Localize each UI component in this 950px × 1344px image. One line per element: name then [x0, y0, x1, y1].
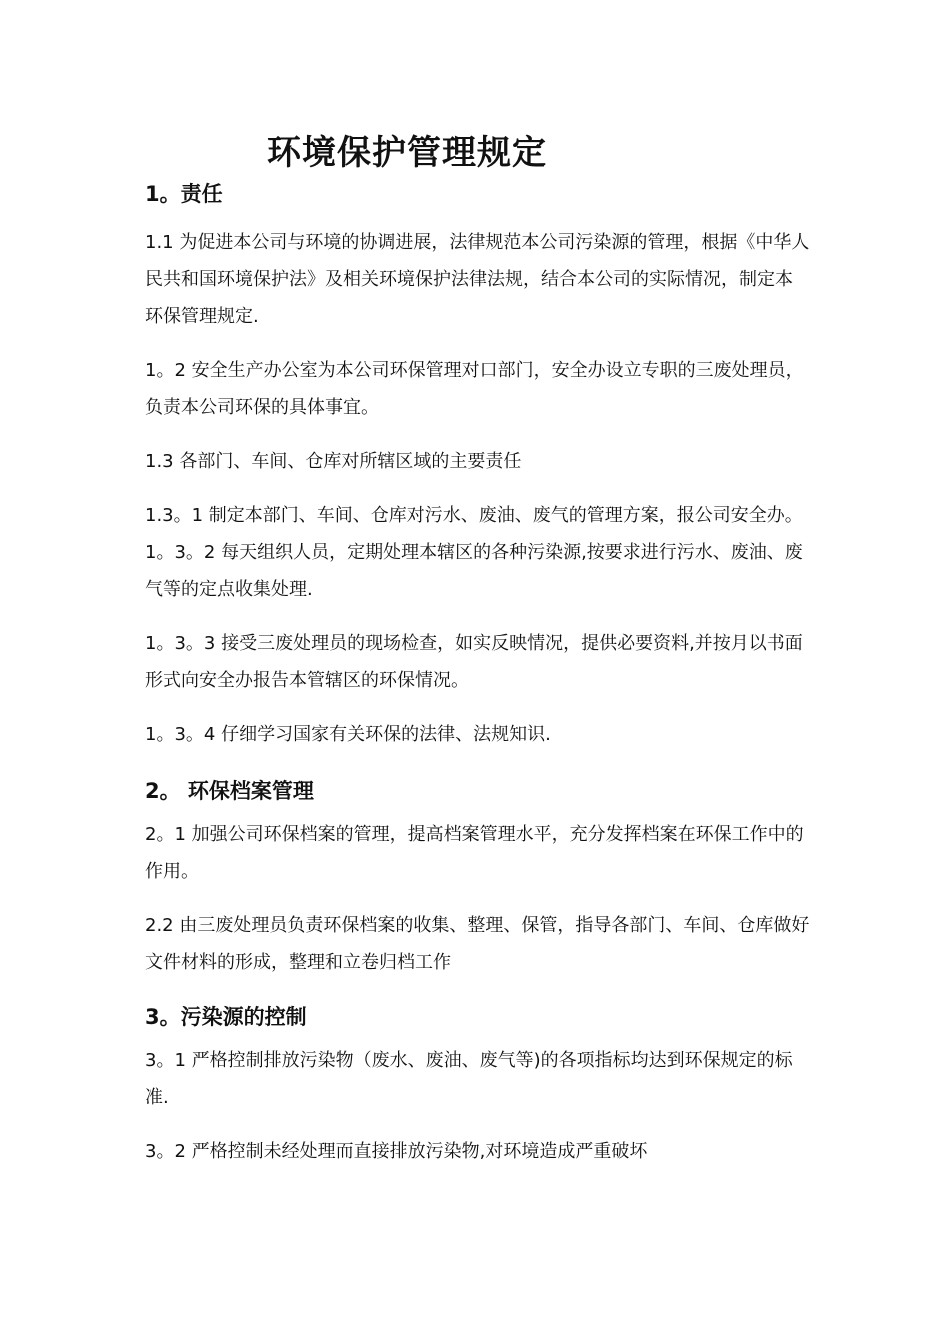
paragraph: 3。2 严格控制未经处理而直接排放污染物,对环境造成严重破坏 [145, 1141, 648, 1162]
paragraph: 1.3 各部门、车间、仓库对所辖区域的主要责任 [145, 451, 522, 472]
section-heading: 1。责任 [145, 182, 223, 206]
paragraph: 1。3。3 接受三废处理员的现场检查，如实反映情况，提供必要资料,并按月以书面形式向安全办报告本管辖区的环保情况。 [145, 633, 803, 691]
paragraph: 1.3。1 制定本部门、车间、仓库对污水、废油、废气的管理方案，报公司安全办。1。3。2 每天组织人员，定期处理本辖区的各种污染源,按要求进行污水、废油、废气等的定点收集处理. [145, 505, 803, 600]
paragraph: 3。1 严格控制排放污染物（废水、废油、废气等)的各项指标均达到环保规定的标准. [145, 1050, 793, 1108]
section-heading: 2。 环保档案管理 [145, 779, 314, 803]
paragraph: 1。2 安全生产办公室为本公司环保管理对口部门，安全办设立专职的三废处理员，负责本公司环保的具体事宜。 [145, 360, 804, 418]
paragraph: 2.2 由三废处理员负责环保档案的收集、整理、保管，指导各部门、车间、仓库做好文件材料的形成，整理和立卷归档工作 [145, 915, 810, 973]
document-title: 环境保护管理规定 [267, 133, 547, 173]
document-page [145, 126, 810, 1170]
paragraph: 2。1 加强公司环保档案的管理，提高档案管理水平，充分发挥档案在环保工作中的作用。 [145, 824, 804, 882]
paragraph: 1。3。4 仔细学习国家有关环保的法律、法规知识. [145, 724, 551, 745]
section-heading: 3。污染源的控制 [145, 1005, 307, 1029]
paragraph: 1.1 为促进本公司与环境的协调进展，法律规范本公司污染源的管理，根据《中华人民共和国环境保护法》及相关环境保护法律法规，结合本公司的实际情况，制定本环保管理规定. [145, 232, 810, 327]
